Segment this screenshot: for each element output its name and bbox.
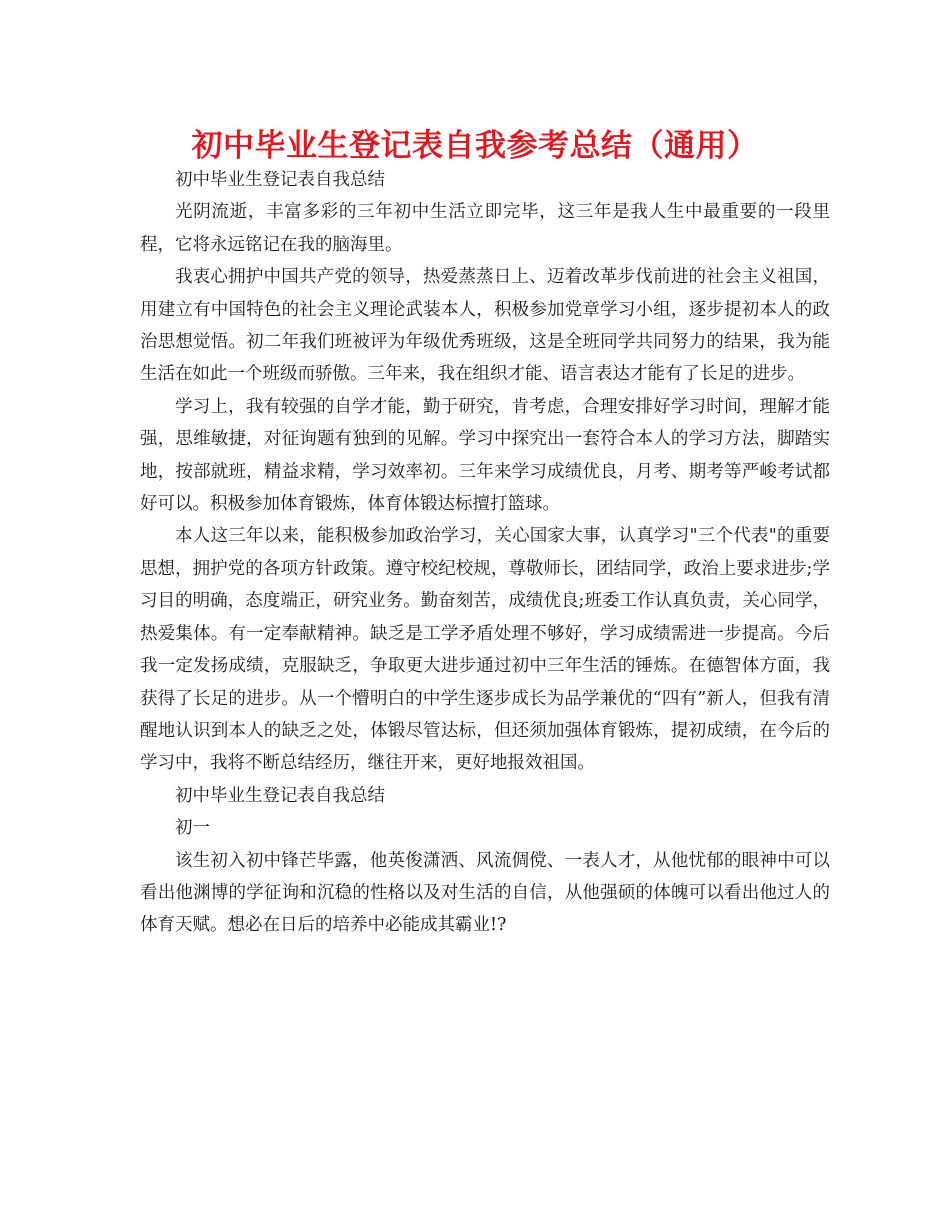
section-heading: 初中毕业生登记表自我总结 — [175, 785, 385, 806]
document-body — [140, 164, 830, 942]
section-subheading: 初一 — [175, 818, 210, 839]
paragraph: 该生初入初中锋芒毕露，他英俊潇洒、风流倜傥、一表人才，从他忧郁的眼神中可以看出他渊博的学征询和沉稳的性格以及对生活的自信，从他强硕的体魄可以看出他过人的体育天赋。想必在日后的培养中必能成其霸业!? — [140, 850, 830, 936]
document-title: 初中毕业生登记表自我参考总结（通用） — [191, 128, 759, 164]
section-heading: 初中毕业生登记表自我总结 — [175, 170, 385, 190]
paragraph: 本人这三年以来，能积极参加政治学习，关心国家大事，认真学习"三个代表"的重要思想，拥护党的各项方针政策。遵守校纪校规，尊敬师长，团结同学，政治上要求进步;学习目的明确，态度端正，研究业务。勤奋刻苦，成绩优良;班委工作认真负责，关心同学，热爱集体。有一定奉献精神。缺乏是工学矛盾处理不够好，学习成绩需进一步提高。今后我一定发扬成绩，克服缺乏，争取更大进步通过初中三年生活的锤炼。在德智体方面，我获得了长足的进步。从一个懵明白的中学生逐步成长为品学兼优的“四有”新人，但我有清醒地认识到本人的缺乏之处，体锻尽管达标，但还须加强体育锻炼，提初成绩，在今后的学习中，我将不断总结经历，继往开来，更好地报效祖国。 — [140, 526, 830, 774]
paragraph: 学习上，我有较强的自学才能，勤于研究，肯考虑，合理安排好学习时间，理解才能强，思维敏捷，对征询题有独到的见解。学习中探究出一套符合本人的学习方法，脚踏实地，按部就班，精益求精，学习效率初。三年来学习成绩优良，月考、期考等严峻考试都好可以。积极参加体育锻炼，体育体锻达标擅打篮球。 — [140, 396, 830, 515]
paragraph: 光阴流逝，丰富多彩的三年初中生活立即完毕，这三年是我人生中最重要的一段里程，它将永远铭记在我的脑海里。 — [140, 202, 830, 255]
paragraph: 我衷心拥护中国共产党的领导，热爱蒸蒸日上、迈着改革步伐前进的社会主义祖国，用建立有中国特色的社会主义理论武装本人，积极参加党章学习小组，逐步提初本人的政治思想觉悟。初二年我们班被评为年级优秀班级，这是全班同学共同努力的结果，我为能生活在如此一个班级而骄傲。三年来，我在组织才能、语言表达才能有了长足的进步。 — [140, 267, 830, 385]
